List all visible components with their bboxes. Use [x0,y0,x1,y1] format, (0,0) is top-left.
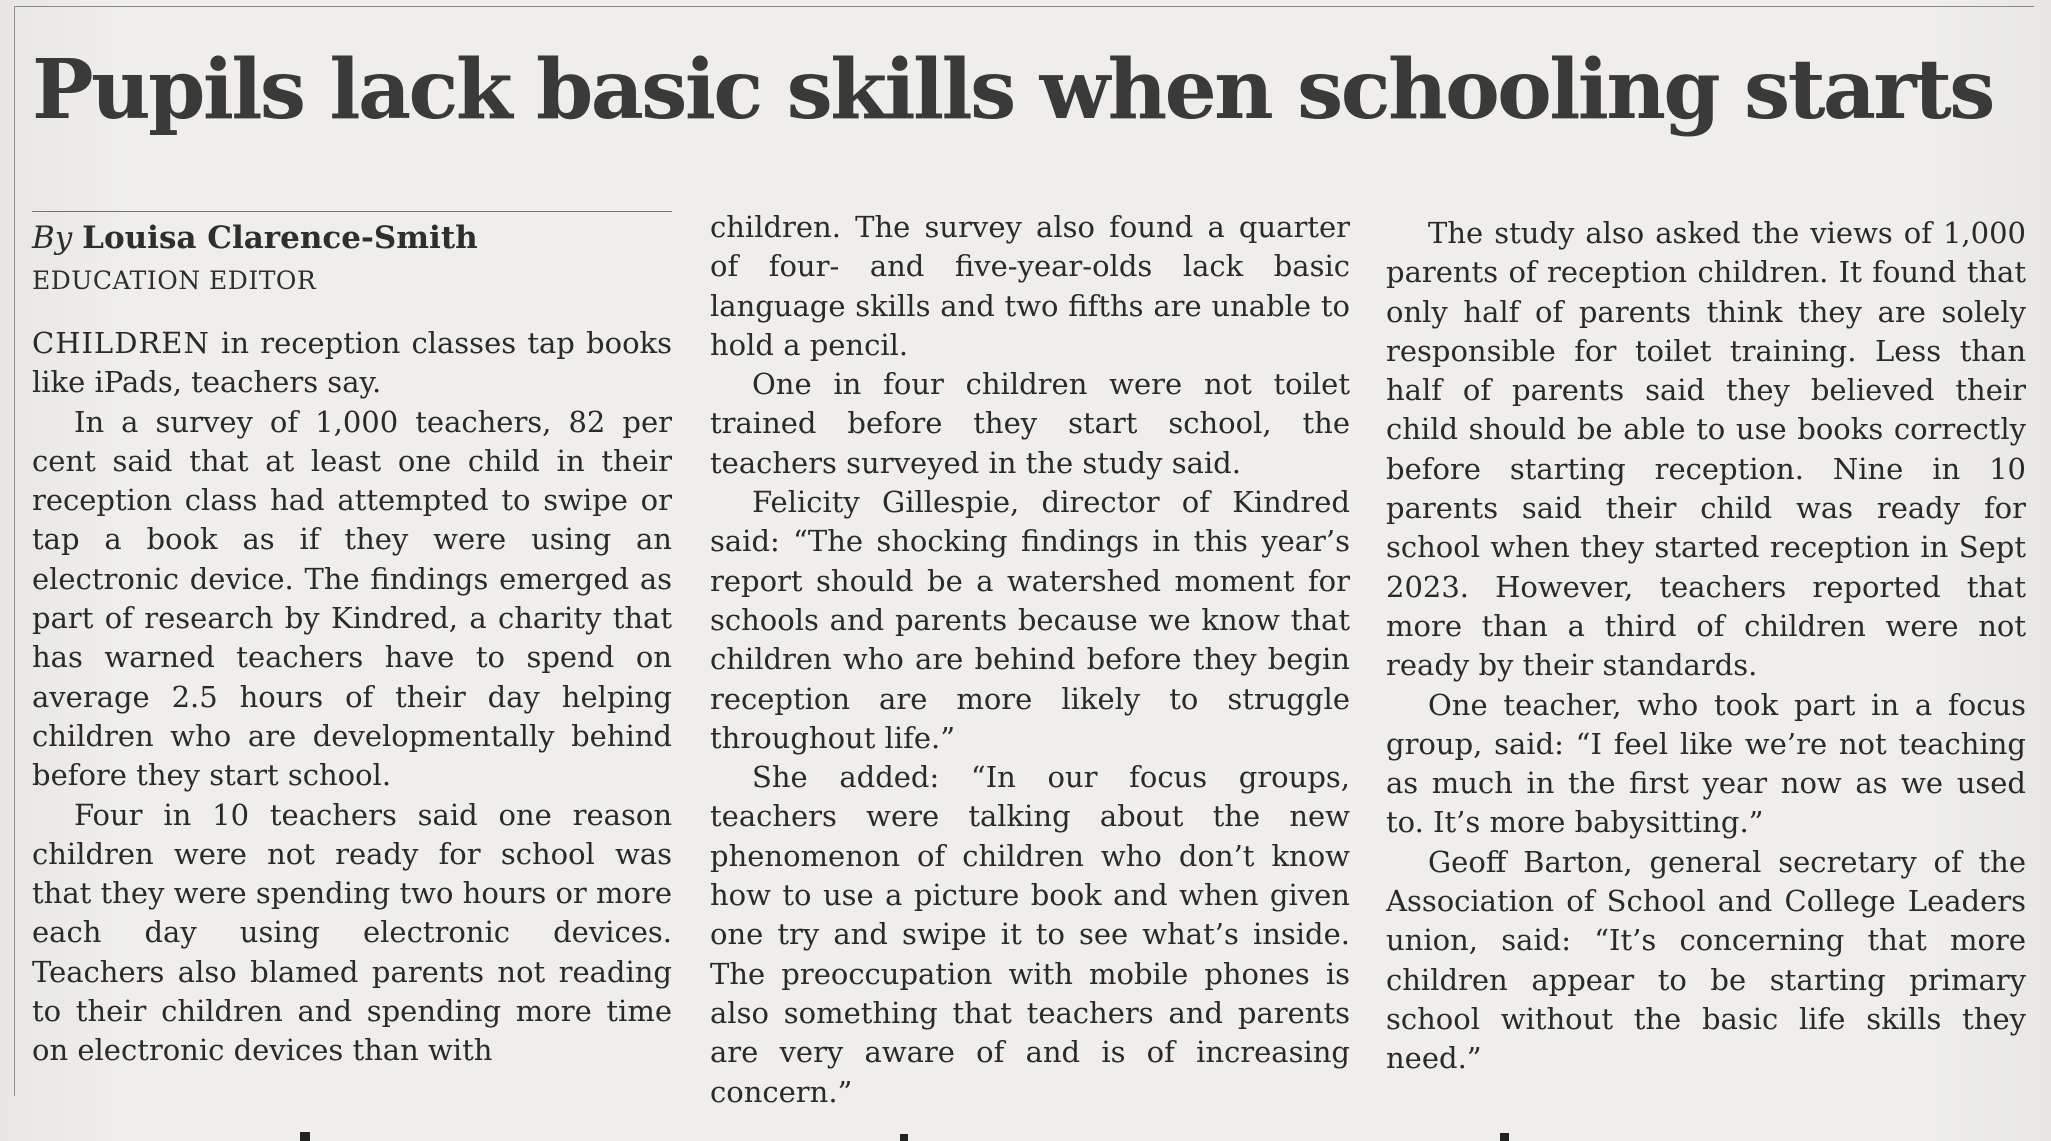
byline-rule [32,211,672,212]
byline [32,218,478,258]
lead-text: in reception classes tap books like iPads, teachers say. [32,326,672,400]
body-paragraph: Geoff Barton, general secretary of the Association of School and College Leaders union, said: “It’s concerning that more children appear to be starting primary school without the basic life skills they need.” [1386,844,2026,1076]
body-paragraph: Four in 10 teachers said one reason children were not ready for school was that they were spending two hours or more each day using electronic devices. Teachers also blamed parents not reading to their children and spending more time on electronic devices than with [32,797,672,1068]
article-column-3 [1386,214,2026,1079]
body-paragraph: She added: “In our focus groups, teachers were talking about the new phenomenon of children who don’t know how to use a picture book and when given one try and swipe it to see what’s inside. The preoccupation with mobile phones is also something that teachers and parents are very aware of and is of increasing concern.” [710,760,1350,1109]
lead-caps: CHILDREN [32,326,210,360]
clipping-edge-marks [0,1120,2051,1141]
body-paragraph: One in four children were not toilet trained before they start school, the teachers surveyed in the study said. [710,367,1350,480]
body-paragraph: Felicity Gillespie, director of Kindred said: “The shocking findings in this year’s report should be a watershed moment for schools and parents because we know that children who are behind before they begin reception are more likely to struggle throughout life.” [710,485,1350,755]
body-paragraph: One teacher, who took part in a focus group, said: “I feel like we’re not teaching as much in the first year now as we used to. It’s more babysitting.” [1386,687,2026,840]
author-name: Louisa Clarence-Smith [82,220,478,256]
column-rule-left [14,6,15,1096]
body-paragraph: The study also asked the views of 1,000 parents of reception children. It found that only half of parents think they are solely responsible for toilet training. Less than half of parents said they believed their child should be able to use books correctly before starting reception. Nine in 10 parents said their child was ready for school when they started reception in Sept 2023. However, teachers reported that more than a third of children were not ready by their standards. [1386,216,2026,683]
byline-prefix: By [32,220,73,256]
body-paragraph-continued: children. The survey also found a quarter of four- and five-year-olds lack basic language skills and two fifths are unable to hold a pencil. [710,210,1350,362]
body-paragraph: In a survey of 1,000 teachers, 82 per cent said that at least one child in their reception class had attempted to swipe or tap a book as if they were using an electronic device. The findings emerged as part of research by Kindred, a charity that has warned teachers have to spend on average 2.5 hours of their day helping children who are developmentally behind before they start school. [32,404,672,793]
top-rule [14,6,2034,7]
headline: Pupils lack basic skills when schooling starts [32,42,1993,138]
article-column-1 [32,324,672,1071]
article-column-2 [710,208,1350,1112]
author-role: EDUCATION EDITOR [32,266,317,295]
lead-paragraph [32,324,672,403]
